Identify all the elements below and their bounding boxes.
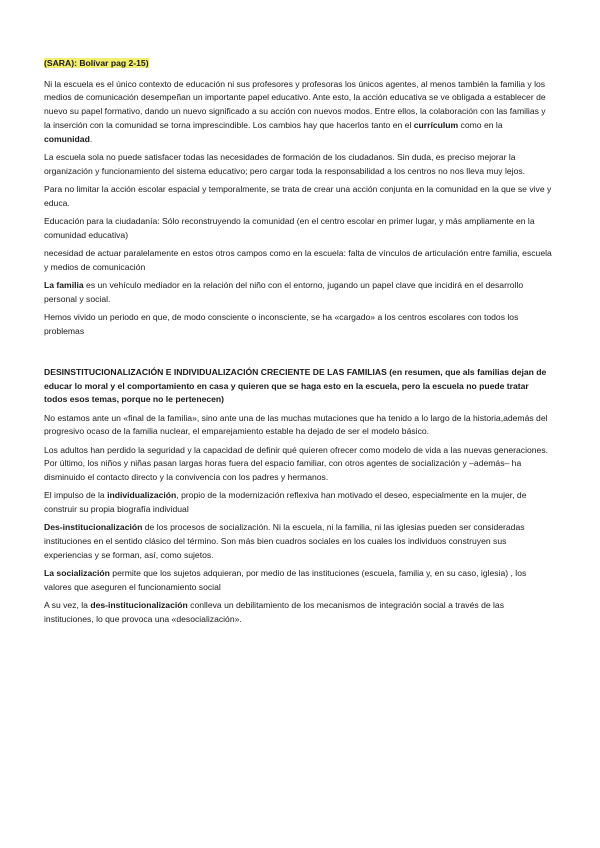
section-spacer — [44, 343, 552, 366]
paragraph-joint-action: Para no limitar la acción escolar espacial y temporalmente, se trata de crear una acción conjunta en la comunidad en la que se vive y educa. — [44, 183, 552, 208]
bold-term: des-institucionalización — [90, 600, 188, 611]
bold-term: currículum — [413, 119, 459, 130]
text-run: . — [89, 133, 93, 144]
paragraph-individualization — [44, 489, 552, 517]
paragraph-deinstitutionalization — [44, 521, 552, 562]
highlighted-author: (SARA) — [44, 58, 75, 68]
paragraph-family-end: No estamos ante un «final de la familia», sino ante una de las muchas mutaciones que ha tenido a lo largo de la historia,además del progresivo ocaso de la familia nuclear, el emparejamiento estable ha dejado de ser el modelo básico. — [44, 412, 548, 437]
text-run: como en la — [458, 119, 503, 130]
paragraph-desocialization — [44, 599, 552, 627]
section-heading — [44, 366, 552, 407]
bold-term: individualización — [107, 490, 177, 501]
paragraph-school-alone: La escuela sola no puede satisfacer todas las necesidades de formación de los ciudadanos. Sin duda, es preciso mejorar la organización y funcionamiento del sistema educativo; pero cargar toda la responsabilidad a los centros no nos lleva muy lejos. — [44, 151, 526, 176]
section-note: (en resumen, que als familias dejan de educar lo moral y el comportamiento en casa y quieren que se haga esto en la escuela, pero la escuela no puede tratar todos esos temas, porque no le pertenecen) — [44, 366, 547, 405]
text-run: El impulso de la — [44, 490, 108, 501]
section-title: DESINSTITUCIONALIZACIÓN E INDIVIDUALIZACIÓN CRECIENTE DE LAS FAMILIAS — [44, 366, 387, 377]
bold-term: comunidad — [44, 133, 90, 144]
bold-term: La socialización — [44, 568, 110, 579]
paragraph-citizenship: Educación para la ciudadanía: Sólo reconstruyendo la comunidad (en el centro escolar en primer lugar, y más ampliamente en la comunidad educativa) — [44, 215, 535, 240]
text-run: es un vehículo mediador en la relación del niño con el entorno, jugando un papel clave que incidirá en el desarrollo personal y social. — [44, 279, 524, 304]
text-run: , propio de la modernización reflexiva han motivado el deseo, especialmente en la mujer, de construir su propia biografía individual — [44, 490, 527, 515]
paragraph-family — [44, 279, 552, 307]
paragraph-parallel-action: necesidad de actuar paralelamente en estos otros campos como en la escuela: falta de vínculos de articulación entre familia, escuela y medios de comunicación — [44, 247, 552, 272]
text-run: A su vez, la — [44, 600, 91, 611]
text-run: Ni la escuela es el único contexto de educación ni sus profesores y profesoras los únicos agentes, al menos también la familia y los medios de comunicación desempeñan un importante papel educativo. Ante esto, la acción educativa se ve obligada a establecer de nuevo su papel formativo, dando un nuevo significado a su acción con nuevos modos. Entre ellos, la colaboración con las familias y la inserción con la comunidad se torna imprescindible. Los cambios hay que hacerlos tanto en el — [44, 78, 546, 130]
text-run: conlleva un debilitamiento de los mecanismos de integración social a través de las instituciones, lo que provoca una «desocialización». — [44, 600, 504, 624]
text-run: de los procesos de socialización. Ni la escuela, ni la familia, ni las iglesias pueden ser consideradas instituciones en el sentido clásico del término. Son más bien cuadros sociales en los cuales los individuos construyen sus experiencias y se forman, así, como sujetos. — [44, 522, 525, 560]
paragraph-overload: Hemos vivido un periodo en que, de modo consciente o inconsciente, se ha «cargado» a los centros escolares con todos los problemas — [44, 311, 519, 336]
bold-term: La familia — [44, 279, 84, 290]
paragraph-adults: Los adultos han perdido la seguridad y la capacidad de definir qué quieren ofrecer como modelo de vida a las nuevas generaciones. Por último, los niños y niñas pasan largas horas fuera del espacio familiar, con otros agentes de socialización y –además– ha disminuido el contacto directo y la convivencia con los padres y hermanos. — [44, 444, 549, 483]
text-run: permite que los sujetos adquieran, por medio de las instituciones (escuela, familia y, en su caso, iglesia) , los valores que aseguren el funcionamiento social — [44, 568, 527, 592]
source-reference: : Bolívar pag 2-15) — [74, 58, 149, 68]
document-header — [44, 58, 552, 70]
bold-term: Des-institucionalización — [44, 522, 143, 533]
paragraph-socialization — [44, 567, 552, 595]
paragraph-context — [44, 78, 552, 147]
